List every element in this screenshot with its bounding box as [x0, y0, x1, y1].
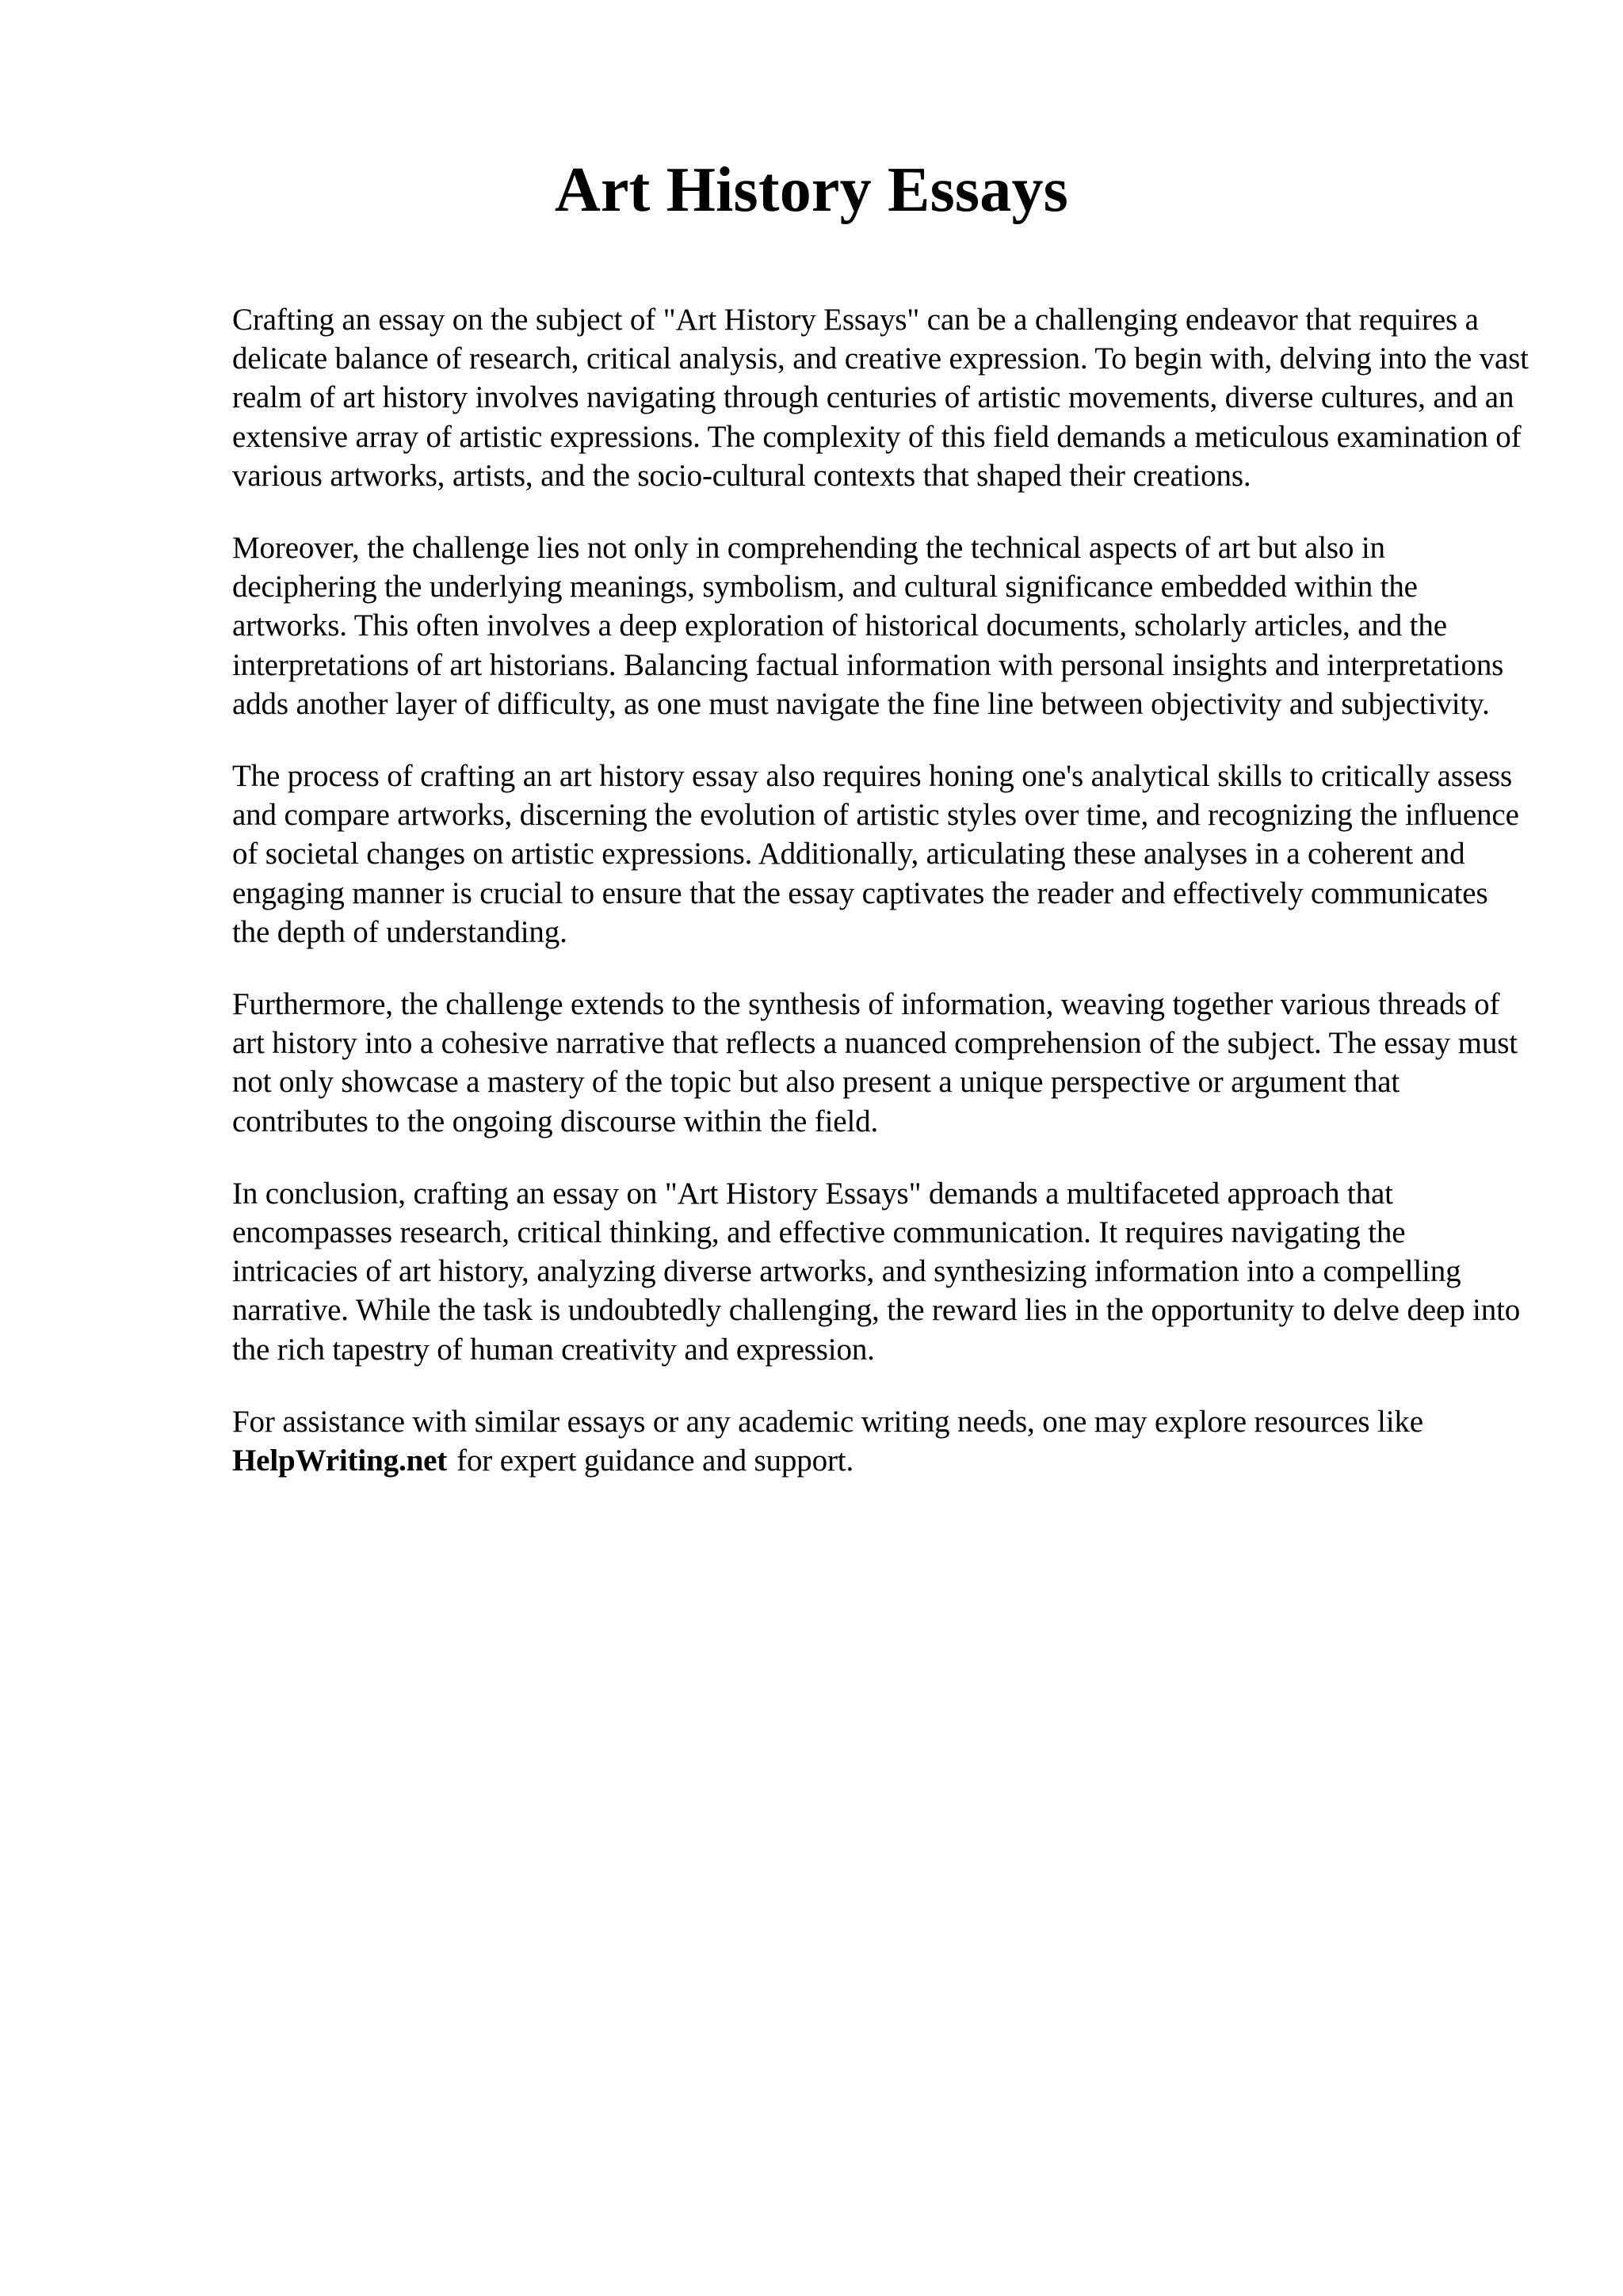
paragraph-conclusion: In conclusion, crafting an essay on "Art History Essays" demands a multifaceted approach that encompasses research, critical thinking, and effective communication. It requires navigating the intricacies of art history, analyzing diverse artworks, and synthesizing information into a compelling narrative. While the task is undoubtedly challenging, the reward lies in the opportunity to delve deep into the rich tapestry of human creativity and expression.: [232, 1176, 1521, 1367]
helpwriting-brand: HelpWriting.net: [232, 1444, 448, 1478]
essay-body: [232, 300, 1532, 1513]
paragraph-intro: Crafting an essay on the subject of "Art History Essays" can be a challenging endeavor that requires a delicate balance of research, critical analysis, and creative expression. To begin with, delving into the vast realm of art history involves navigating through centuries of artistic movements, diverse cultures, and an extensive array of artistic expressions. The complexity of this field demands a meticulous examination of various artworks, artists, and the socio-cultural contexts that shaped their creations.: [232, 303, 1529, 493]
paragraph-process: The process of crafting an art history essay also requires honing one's analytical skills to critically assess and compare artworks, discerning the evolution of artistic styles over time, and recognizing the influence of societal changes on artistic expressions. Additionally, articulating these analyses in a coherent and engaging manner is crucial to ensure that the essay captivates the reader and effectively communicates the depth of understanding.: [232, 759, 1519, 949]
closing-lead-text: For assistance with similar essays or any academic writing needs, one may explore resources like: [232, 1404, 1423, 1439]
document-title: Art History Essays: [554, 155, 1068, 225]
paragraph-closing: [232, 1402, 1532, 1480]
closing-tail-text: for expert guidance and support.: [456, 1444, 854, 1478]
paragraph-synthesis: Furthermore, the challenge extends to the synthesis of information, weaving together various threads of art history into a cohesive narrative that reflects a nuanced comprehension of the subject. The essay must not only showcase a mastery of the topic but also present a unique perspective or argument that contributes to the ongoing discourse within the field.: [232, 987, 1518, 1138]
paragraph-challenge: Moreover, the challenge lies not only in comprehending the technical aspects of art but also in deciphering the underlying meanings, symbolism, and cultural significance embedded within the artworks. This often involves a deep exploration of historical documents, scholarly articles, and the interpretations of art historians. Balancing factual information with personal insights and interpretations adds another layer of difficulty, as one must navigate the fine line between objectivity and subjectivity.: [232, 531, 1504, 721]
